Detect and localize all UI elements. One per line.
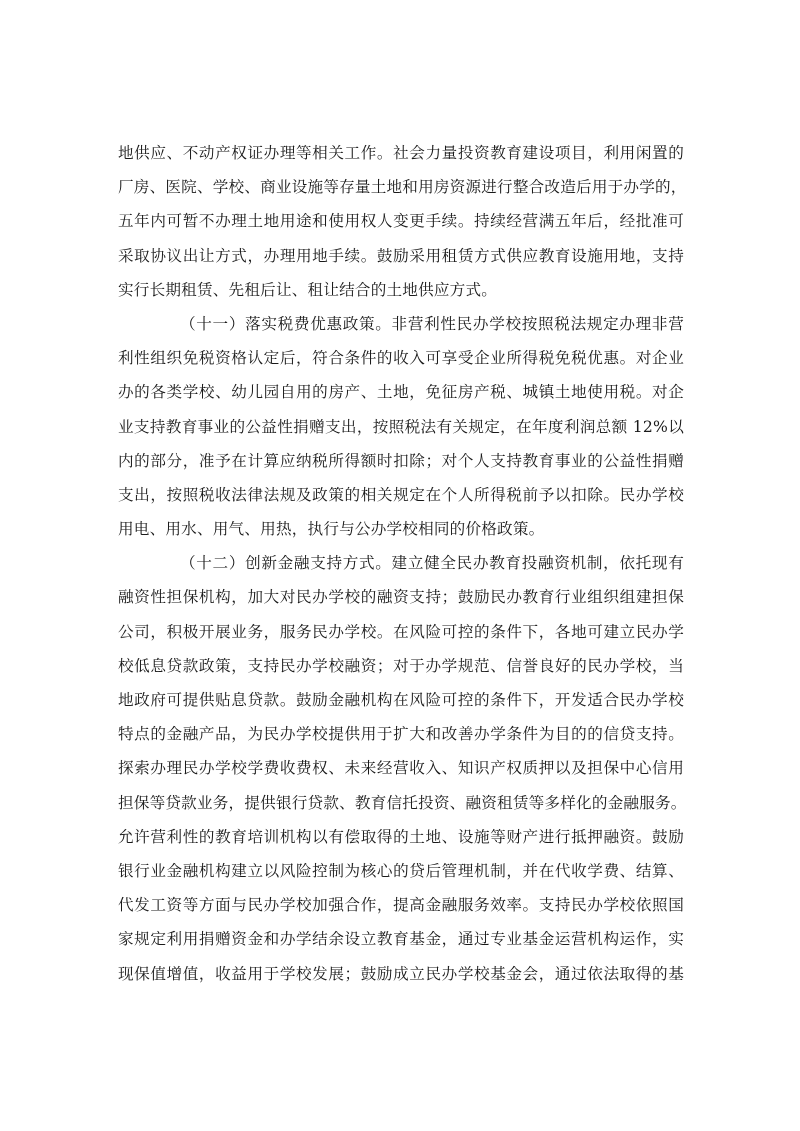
section-heading-line: （十一）落实税费优惠政策。非营利性民办学校按照税法规定办理非营 <box>180 314 684 333</box>
text-line: 探索办理民办学校学费收费权、未来经营收入、知识产权质押以及担保中心信用 <box>118 759 684 778</box>
text-line: 厂房、医院、学校、商业设施等存量土地和用房资源进行整合改造后用于办学的， <box>118 178 687 197</box>
text-line: 内的部分，准予在计算应纳税所得额时扣除；对个人支持教育事业的公益性捐赠 <box>118 451 684 470</box>
text-line: 五年内可暂不办理土地用途和使用权人变更手续。持续经营满五年后，经批准可 <box>118 212 684 231</box>
text-line: 特点的金融产品，为民办学校提供用于扩大和改善办学条件为目的的信贷支持。 <box>118 725 684 744</box>
text-line: 代发工资等方面与民办学校加强合作，提高金融服务效率。支持民办学校依照国 <box>118 896 684 915</box>
text-line: 用电、用水、用气、用热，执行与公办学校相同的价格政策。 <box>118 520 545 539</box>
text-line: 实行长期租赁、先租后让、租让结合的土地供应方式。 <box>118 280 498 299</box>
text-line: 现保值增值，收益用于学校发展；鼓励成立民办学校基金会，通过依法取得的基 <box>118 964 684 983</box>
text-line: 支出，按照税收法律法规及政策的相关规定在个人所得税前予以扣除。民办学校 <box>118 485 684 504</box>
text-line: 业支持教育事业的公益性捐赠支出，按照税法有关规定，在年度利润总额 12%以 <box>118 417 684 436</box>
body-text <box>118 136 687 991</box>
text-line: 地供应、不动产权证办理等相关工作。社会力量投资教育建设项目，利用闲置的 <box>118 144 684 162</box>
text-line: 担保等贷款业务，提供银行贷款、教育信托投资、融资租赁等多样化的金融服务。 <box>118 793 687 812</box>
text-line: 公司，积极开展业务，服务民办学校。在风险可控的条件下，各地可建立民办学 <box>118 622 684 641</box>
text-line: 银行业金融机构建立以风险控制为核心的贷后管理机制，并在代收学费、结算、 <box>118 861 684 880</box>
text-line: 校低息贷款政策，支持民办学校融资；对于办学规范、信誉良好的民办学校，当 <box>118 656 684 675</box>
text-line: 利性组织免税资格认定后，符合条件的收入可享受企业所得税免税优惠。对企业 <box>118 349 684 368</box>
text-line: 采取协议出让方式，办理用地手续。鼓励采用租赁方式供应教育设施用地，支持 <box>118 246 684 265</box>
section-heading-line: （十二）创新金融支持方式。建立健全民办教育投融资机制，依托现有 <box>180 554 684 573</box>
text-line: 办的各类学校、幼儿园自用的房产、土地，免征房产税、城镇土地使用税。对企 <box>118 383 684 402</box>
text-line: 地政府可提供贴息贷款。鼓励金融机构在风险可控的条件下，开发适合民办学校 <box>118 691 684 709</box>
text-line: 家规定利用捐赠资金和办学结余设立教育基金，通过专业基金运营机构运作，实 <box>118 930 684 949</box>
text-line: 融资性担保机构，加大对民办学校的融资支持；鼓励民办教育行业组织组建担保 <box>118 588 684 607</box>
text-line: 允许营利性的教育培训机构以有偿取得的土地、设施等财产进行抵押融资。鼓励 <box>118 827 684 846</box>
